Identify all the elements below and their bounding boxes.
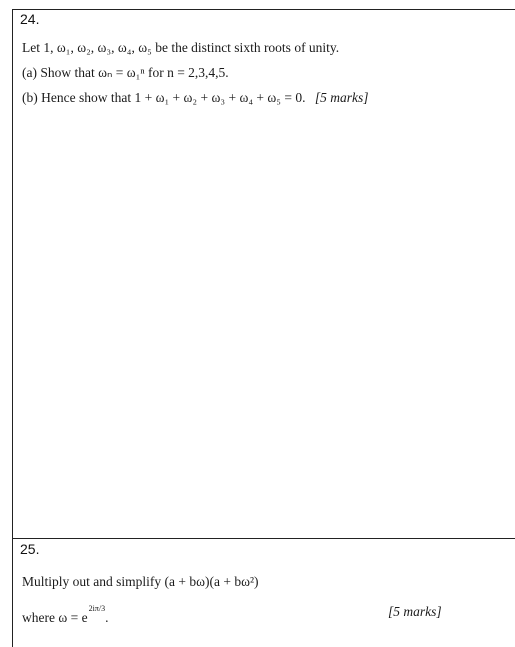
part-b-marks: [5 marks] <box>314 90 369 105</box>
question-24-number: 24. <box>20 11 40 27</box>
part-b-label: (b) <box>22 90 38 105</box>
part-b-text: Hence show that 1 + ω₁ + ω₂ + ω₃ + ω₄ + ω₅ = 0. <box>41 90 306 105</box>
question-25-line2 <box>22 604 108 626</box>
part-a-label: (a) <box>22 65 37 80</box>
q25-exponent: 2iπ/3 <box>88 604 106 613</box>
q25-period: . <box>105 610 109 625</box>
question-25-marks: [5 marks] <box>388 604 442 619</box>
question-25-number: 25. <box>20 541 40 557</box>
question-25-line1 <box>22 574 259 590</box>
question-24-intro <box>22 40 339 56</box>
q25-multiply-text: Multiply out and simplify (a + bω)(a + bω²) <box>22 574 259 589</box>
question-24-part-a <box>22 65 229 81</box>
part-a-text: Show that ωₙ = ω₁ⁿ for n = 2,3,4,5. <box>40 65 229 80</box>
section-divider <box>12 538 515 539</box>
q25-where-text: where ω = e <box>22 610 88 625</box>
question-24-part-b <box>22 90 369 106</box>
top-rule <box>12 9 515 10</box>
intro-text: Let 1, ω₁, ω₂, ω₃, ω₄, ω₅ be the distinct sixth roots of unity. <box>22 40 340 55</box>
